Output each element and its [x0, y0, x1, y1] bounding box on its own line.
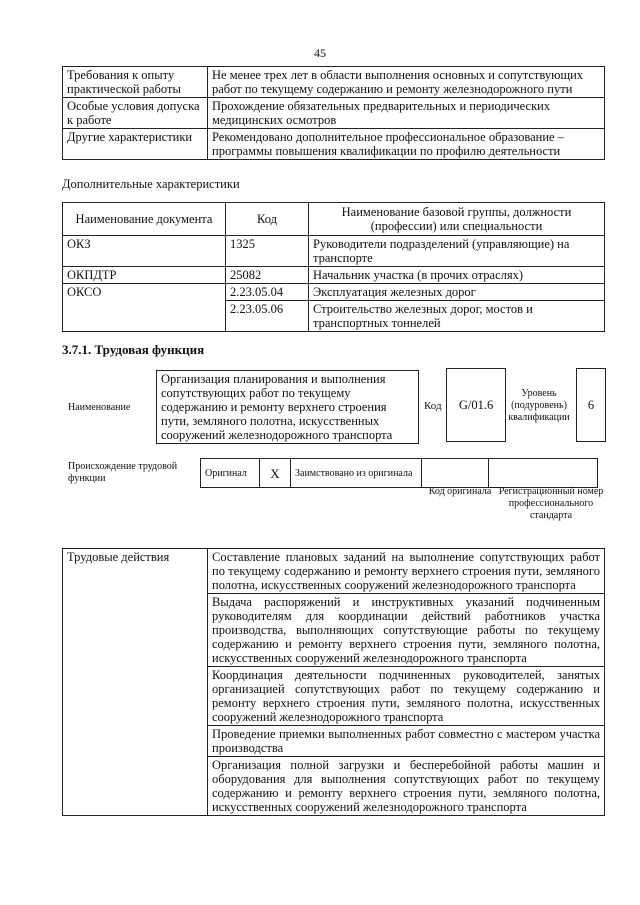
table-header-row: [63, 203, 605, 236]
name-cell: Эксплуатация железных дорог: [309, 284, 605, 301]
original-mark: X: [260, 459, 291, 488]
name-cell: Руководители подразделений (управляющие) на транспорте: [309, 236, 605, 267]
labor-action-item: Организация полной загрузки и бесперебойной работы машин и оборудования для выполнения сопутствующих работ по текущему содержанию и ремонту верхнего строения пути, земляного полотна, искусственных сооружений железнодорожного транспорта: [208, 757, 605, 816]
column-header: Наименование базовой группы, должности (профессии) или специальности: [309, 203, 605, 236]
origin-label: Происхождение трудовой функции: [68, 461, 178, 484]
code-label: Код: [424, 400, 442, 412]
row-label: Требования к опыту практической работы: [63, 67, 208, 98]
function-name-box: Организация планирования и выполнения сопутствующих работ по текущему содержанию и ремонту верхнего строения пути, земляного полотна, искусственных сооружений железнодорожного транспорта: [156, 370, 419, 444]
labor-action-item: Выдача распоряжений и инструктивных указаний подчиненным руководителям для координации действий работников участка производства, выполняющих сопутствующие работы по текущему содержанию и ремонту верхнего строения пути, земляного полотна, искусственных сооружений железнодорожного транспорта: [208, 594, 605, 667]
code-cell: 2.23.05.04: [226, 284, 309, 301]
table-row: [201, 459, 598, 488]
doc-cell: ОКСО: [63, 284, 226, 332]
labor-action-item: Проведение приемки выполненных работ совместно с мастером участка производства: [208, 726, 605, 757]
code-original-cell: [422, 459, 489, 488]
code-original-caption: Код оригинала: [428, 486, 492, 497]
labor-actions-label: Трудовые действия: [63, 549, 208, 816]
labor-action-item: Координация деятельности подчиненных руководителей, занятых организацией сопутствующих работ по текущему содержанию и ремонту верхнего строения пути, земляного полотна, искусственных сооружений железнодорожного транспорта: [208, 667, 605, 726]
row-value: Рекомендовано дополнительное профессиональное образование – программы повышения квалификации по профилю деятельности: [208, 129, 605, 160]
section-title: 3.7.1. Трудовая функция: [62, 342, 205, 357]
name-label: Наименование: [68, 402, 131, 413]
row-value: Не менее трех лет в области выполнения основных и сопутствующих работ по текущему содержанию и ремонту железнодорожного пути: [208, 67, 605, 98]
original-label: Оригинал: [201, 459, 260, 488]
function-code-box: G/01.6: [446, 368, 506, 442]
table-row: [63, 267, 605, 284]
doc-cell: ОКПДТР: [63, 267, 226, 284]
name-cell: Строительство железных дорог, мостов и транспортных тоннелей: [309, 301, 605, 332]
code-cell: 25082: [226, 267, 309, 284]
row-label: Другие характеристики: [63, 129, 208, 160]
level-box: 6: [576, 368, 606, 442]
table-row: [63, 549, 605, 594]
requirements-table: [62, 66, 605, 160]
additional-table: [62, 202, 605, 332]
code-cell: 1325: [226, 236, 309, 267]
borrowed-label: Заимствовано из оригинала: [291, 459, 422, 488]
row-value: Прохождение обязательных предварительных и периодических медицинских осмотров: [208, 98, 605, 129]
code-cell: 2.23.05.06: [226, 301, 309, 332]
table-row: [63, 98, 605, 129]
additional-heading: Дополнительные характеристики: [62, 177, 240, 191]
table-row: [63, 129, 605, 160]
table-row: [63, 284, 605, 301]
labor-action-item: Составление плановых заданий на выполнение сопутствующих работ по текущему содержанию и ремонту верхнего строения пути, земляного полотна, искусственных сооружений железнодорожного транспорта: [208, 549, 605, 594]
origin-table: [200, 458, 598, 488]
table-row: [63, 67, 605, 98]
table-row: [63, 236, 605, 267]
doc-cell: ОКЗ: [63, 236, 226, 267]
level-label: Уровень (подуровень) квалификации: [508, 388, 570, 423]
column-header: Наименование документа: [63, 203, 226, 236]
row-label: Особые условия допуска к работе: [63, 98, 208, 129]
column-header: Код: [226, 203, 309, 236]
reg-number-cell: [489, 459, 598, 488]
labor-actions-table: [62, 548, 605, 816]
name-cell: Начальник участка (в прочих отраслях): [309, 267, 605, 284]
page-number: 45: [314, 46, 326, 60]
reg-number-caption: Регистрационный номер профессионального стандарта: [498, 486, 604, 521]
